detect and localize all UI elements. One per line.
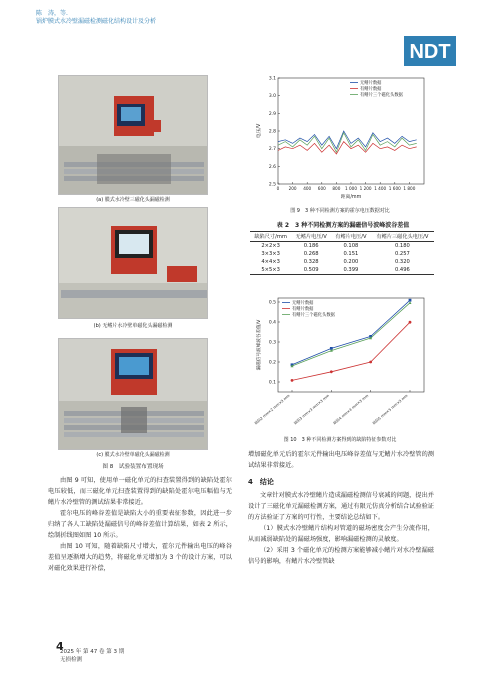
series-line-2: [278, 142, 417, 154]
table2-header: 无鳍片电压/V: [291, 232, 331, 242]
table-cell: 0.496: [394, 267, 410, 273]
table-cell: 0.399: [343, 267, 359, 273]
table-cell: 3×3×3: [261, 251, 280, 257]
table-cell: 0.320: [394, 259, 410, 265]
y-tick-label: 3.1: [268, 76, 276, 82]
y-tick-label: 0.1: [268, 380, 276, 386]
x-tick-label: 缺陷5 mm×5 mm×3 mm: [371, 393, 409, 426]
y-tick-label: 0.4: [268, 320, 276, 326]
y-tick-label: 0.2: [268, 360, 276, 366]
fig9-caption: 图 9 3 种不同检测方案的霍尔电压数据对比: [290, 208, 390, 214]
data-point: [369, 361, 372, 364]
legend-entry: 无鳍片数据: [292, 301, 314, 306]
table-row: [250, 242, 434, 251]
page-number: 4: [56, 640, 64, 653]
fig8-sub-b: (b) 无鳍片水冷壁单磁化头漏磁检测: [93, 323, 173, 329]
left-para-2: 霍尔电压的峰谷差值是缺陷大小的重要表征参数，因此进一步归纳了各人工缺陷处漏磁信号的峰谷差值计算结果，如表 2 所示，绘制折线图如图 10 所示。: [48, 510, 232, 539]
logo-text: NDT: [409, 41, 451, 63]
table-row: [250, 266, 434, 275]
table-cell: 0.200: [343, 259, 359, 265]
table-row: [250, 250, 434, 258]
y-tick-label: 0.5: [268, 300, 276, 306]
table2-header: 缺陷尺寸/mm: [250, 232, 291, 242]
table-cell: 0.151: [343, 251, 359, 257]
fig8-sub-c: (c) 膜式水冷壁单磁化头漏磁检测: [96, 452, 170, 458]
photo-a: [58, 75, 208, 195]
y-axis-label: 电压/V: [257, 123, 262, 139]
data-point: [291, 379, 294, 382]
table-cell: 5×5×3: [261, 267, 280, 273]
y-axis-label: 漏磁信号波峰波谷差值/V: [257, 319, 262, 371]
data-point: [409, 299, 412, 302]
left-para-3: 由图 10 可知，随着缺陷尺寸增大，霍尔元件输出电压的峰谷差值呈逐渐增大的趋势，将磁化单元增加为 3 个的设计方案，可以对磁化效果进行补偿，: [48, 543, 232, 572]
y-tick-label: 2.8: [268, 129, 276, 135]
x-axis-label: 距离/mm: [340, 195, 362, 200]
x-tick-label: 缺陷3 mm×3 mm×3 mm: [293, 393, 330, 426]
y-tick-label: 2.9: [268, 111, 276, 117]
series-line-2: [292, 322, 410, 380]
x-tick-label: 1 000: [345, 186, 357, 191]
fig8-caption: 图 8 试验装置布置现场: [102, 464, 164, 470]
legend-entry: 有鳍片数据: [360, 87, 382, 92]
legend-entry: 无鳍片数据: [360, 81, 382, 86]
photo-c: [58, 338, 208, 450]
table2-title: 表 2 3 种不同检测方案的漏磁信号波峰波谷差值: [276, 222, 410, 229]
fig10-caption: 图 10 3 种不同检测方案得到的缺陷特征参数对比: [283, 437, 397, 443]
x-tick-label: 缺陷2 mm×2 mm×3 mm: [253, 393, 291, 426]
table-cell: 0.268: [303, 251, 319, 257]
x-tick-label: 1 400: [374, 186, 387, 191]
section-4-title: 4 结论: [248, 478, 274, 486]
table-cell: 2×2×3: [261, 243, 280, 249]
x-tick-label: 缺陷4 mm×4 mm×3 mm: [332, 393, 370, 426]
table2: [250, 231, 434, 275]
footer-issue: 2025 年 第 47 卷 第 3 期: [60, 649, 125, 655]
photo-b: [58, 207, 208, 319]
table-cell: 0.186: [303, 243, 319, 249]
running-header: [36, 10, 156, 26]
legend-entry: 有鳍片三个磁化头数据: [292, 313, 335, 318]
x-tick-label: 800: [332, 186, 341, 191]
fig8-sub-a: (a) 膜式水冷壁三磁化头漏磁检测: [96, 197, 170, 203]
x-tick-label: 600: [317, 186, 326, 191]
y-tick-label: 2.6: [268, 164, 276, 170]
table2-header: 有鳍片三磁化头电压/V: [371, 232, 434, 242]
right-para-1: 文章针对膜式水冷壁鳍片造成漏磁检测信号衰减的问题，提出并设计了三磁化单元漏磁检测方案，通过有限元仿真分析结合试验验证的方法验证了方案的可行性，主要结论总结如下。: [248, 492, 434, 521]
y-tick-label: 2.5: [268, 182, 276, 188]
header-title: 锅炉膜式水冷壁漏磁检测磁化结构设计及分析: [36, 18, 157, 25]
y-tick-label: 3.0: [268, 94, 276, 100]
y-tick-label: 0.3: [268, 340, 276, 346]
table-cell: 0.180: [394, 243, 410, 249]
table-cell: 0.509: [303, 267, 319, 273]
table-cell: 0.257: [394, 251, 410, 257]
data-point: [330, 370, 333, 373]
right-para-top: 增加磁化单元后的霍尔元件输出电压峰谷差值与无鳍片水冷壁管的测试结果非常接近。: [248, 451, 434, 469]
table-cell: 0.108: [343, 243, 359, 249]
table2-header: 有鳍片电压/V: [331, 232, 371, 242]
x-tick-label: 200: [288, 186, 297, 191]
x-tick-label: 0: [276, 186, 280, 191]
legend-entry: 有鳍片数据: [292, 307, 314, 312]
fig10-chart: [252, 292, 432, 432]
right-para-2: （1）膜式水冷壁鳍片结构对管道的磁场密度会产生分流作用，从而减弱缺陷处的漏磁场强度，影响漏磁检测的灵敏度。: [248, 525, 434, 543]
data-point: [409, 321, 412, 324]
right-text: [248, 449, 434, 567]
x-tick-label: 400: [303, 186, 312, 191]
ndt-logo: [404, 36, 456, 66]
table-cell: 4×4×3: [261, 259, 280, 265]
y-tick-label: 2.7: [268, 147, 276, 153]
x-tick-label: 1 800: [403, 186, 416, 191]
right-para-3: （2）采用 3 个磁化单元的检测方案能够减小鳍片对水冷壁漏磁信号的影响，有鳍片水冷壁管缺: [248, 547, 434, 565]
left-para-1: 由图 9 可知，使用单一磁化单元的扫查装置得到的缺陷处霍尔电压较低，而三磁化单元扫查装置得到的缺陷处霍尔电压幅值与无鳍片水冷壁管的测试结果非常接近。: [48, 477, 232, 506]
footer-journal: 无损检测: [60, 657, 83, 663]
legend-entry: 有鳍片三个磁化头数据: [360, 93, 403, 98]
x-tick-label: 1 200: [359, 186, 372, 191]
left-text: [48, 475, 232, 574]
header-authors: 陈 涛，等.: [36, 10, 68, 17]
table-cell: 0.328: [303, 259, 319, 265]
table-row: [250, 258, 434, 266]
x-tick-label: 1 600: [388, 186, 401, 191]
fig9-chart: [252, 72, 432, 206]
footer: [60, 648, 124, 664]
